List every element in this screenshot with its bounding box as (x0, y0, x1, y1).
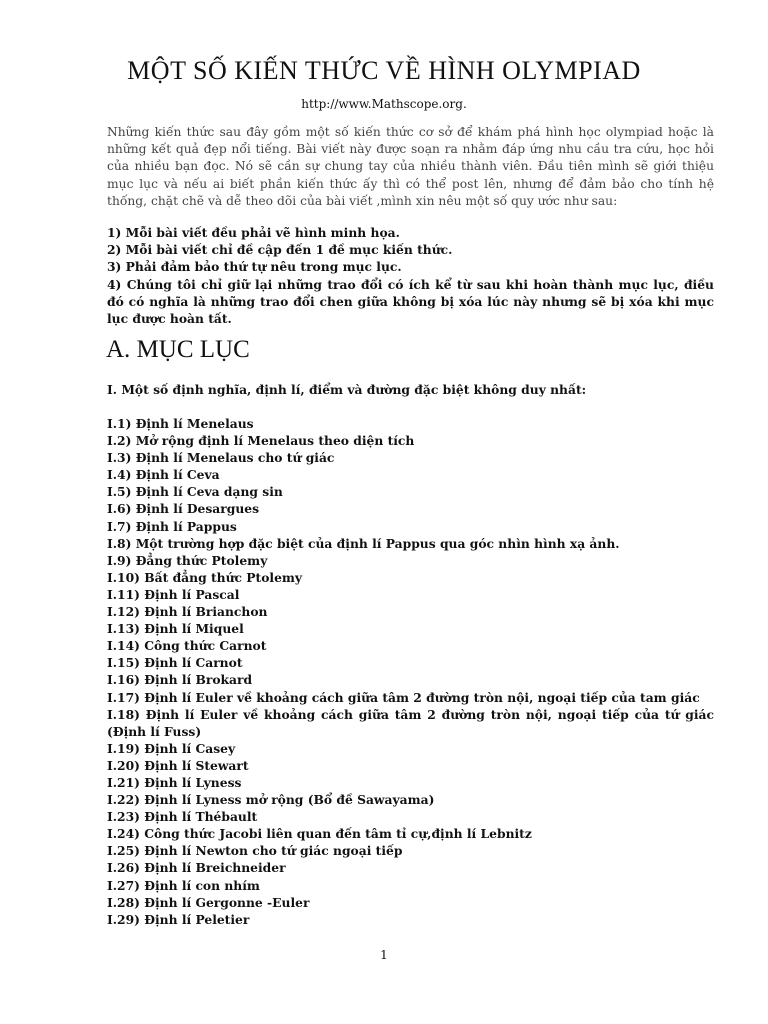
toc-item: I.14) Công thức Carnot (107, 638, 267, 654)
toc-item: I.9) Đẳng thức Ptolemy (107, 552, 268, 568)
page-number: 1 (380, 948, 388, 962)
toc-item: I.23) Định lí Thébault (107, 809, 258, 825)
toc-item: I.21) Định lí Lyness (107, 774, 242, 790)
toc-item: I.15) Định lí Carnot (107, 655, 243, 671)
toc-item: I.3) Định lí Menelaus cho tứ giác (107, 450, 335, 466)
document-title: MỘT SỐ KIẾN THỨC VỀ HÌNH OLYMPIAD (127, 56, 641, 85)
toc-item: I.12) Định lí Brianchon (107, 604, 268, 620)
source-url: http://www.Mathscope.org. (301, 97, 467, 111)
toc-item: I.4) Định lí Ceva (107, 467, 220, 483)
toc-item: I.18) Định lí Euler về khoảng cách giữa tâm 2 đường tròn nội, ngoại tiếp của tứ giác (Định lí Fuss) (107, 706, 714, 739)
toc-item: I.6) Định lí Desargues (107, 501, 260, 517)
toc-item: I.10) Bất đẳng thức Ptolemy (107, 569, 303, 585)
toc-item: I.8) Một trường hợp đặc biệt của định lí Pappus qua góc nhìn hình xạ ảnh. (107, 535, 620, 551)
toc-item: I.13) Định lí Miquel (107, 621, 244, 637)
toc-item: I.1) Định lí Menelaus (107, 416, 254, 431)
toc-item: I.16) Định lí Brokard (107, 672, 253, 688)
intro-paragraph: Những kiến thức sau đây gồm một số kiến thức cơ sở để khám phá hình học olympiad hoặc là những kết quả đẹp nổi tiếng. Bài viết này được soạn ra nhằm đáp ứng nhu cầu tra cứu, học hỏi của nhiều bạn đọc. Nó sẽ cần sự chung tay của nhiều thành viên. Đầu tiên mình sẽ giới thiệu mục lục và nếu ai biết phần kiến thức ấy thì có thể post lên, nhưng để đảm bảo cho tính hệ thống, chặt chẽ và dễ theo dõi của bài viết ,mình xin nêu một số quy ước như sau: (107, 125, 714, 208)
section-heading: A. MỤC LỤC (106, 336, 250, 363)
toc-item: I.11) Định lí Pascal (107, 586, 240, 602)
toc-item: I.19) Định lí Casey (107, 740, 236, 756)
toc-item: I.22) Định lí Lyness mở rộng (Bổ đề Sawayama) (107, 792, 435, 808)
rule-item: 1) Mỗi bài viết đều phải vẽ hình minh họa. (107, 225, 400, 240)
rule-item: 4) Chúng tôi chỉ giữ lại những trao đổi có ích kể từ sau khi hoàn thành mục lục, điều đó có nghĩa là những trao đổi chen giữa không bị xóa lúc này nhưng sẽ bị xóa khi mục lục được hoàn tất. (107, 276, 714, 327)
toc-item: I.20) Định lí Stewart (107, 757, 249, 773)
toc-item: I.25) Định lí Newton cho tứ giác ngoại tiếp (107, 843, 403, 859)
rules-list (107, 224, 714, 327)
table-of-contents (107, 415, 714, 928)
rule-item: 2) Mỗi bài viết chỉ đề cập đến 1 đề mục kiến thức. (107, 242, 453, 258)
subsection-heading: I. Một số định nghĩa, định lí, điểm và đường đặc biệt không duy nhất: (107, 382, 587, 397)
toc-item: I.7) Định lí Pappus (107, 518, 237, 534)
toc-item: I.28) Định lí Gergonne -Euler (107, 894, 310, 910)
toc-item: I.24) Công thức Jacobi liên quan đến tâm tỉ cự,định lí Lebnitz (107, 826, 532, 842)
toc-item: I.29) Định lí Peletier (107, 911, 250, 927)
toc-item: I.5) Định lí Ceva dạng sin (107, 484, 283, 500)
toc-item: I.17) Định lí Euler về khoảng cách giữa tâm 2 đường tròn nội, ngoại tiếp của tam giác (107, 689, 700, 705)
toc-item: I.26) Định lí Breichneider (107, 860, 286, 876)
toc-item: I.2) Mở rộng định lí Menelaus theo diện tích (107, 433, 415, 449)
toc-item: I.27) Định lí con nhím (107, 877, 260, 893)
rule-item: 3) Phải đảm bảo thứ tự nêu trong mục lục. (107, 259, 402, 275)
